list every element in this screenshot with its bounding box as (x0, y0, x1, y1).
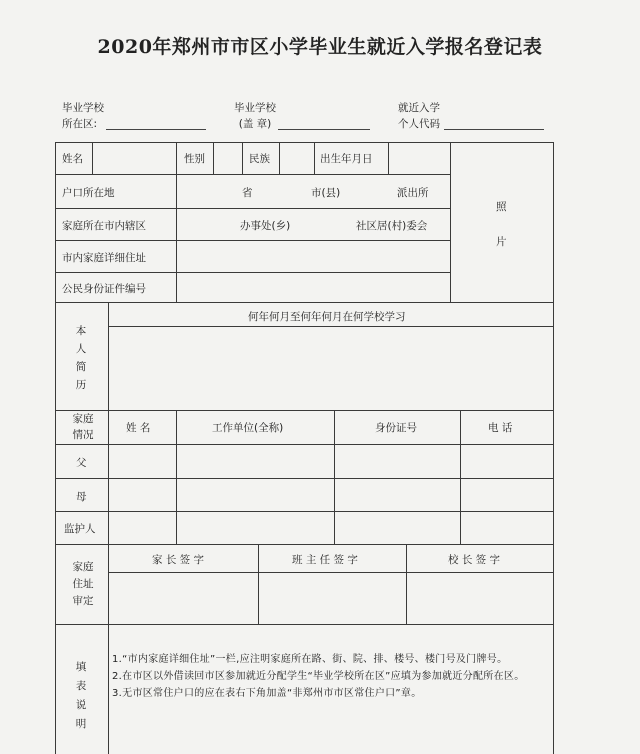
name-field[interactable] (93, 143, 175, 173)
notes-side-label (74, 658, 88, 734)
family-col-id: 身份证号 (375, 422, 417, 434)
family-col-name: 姓 名 (126, 422, 151, 434)
parent-signature-field[interactable] (109, 573, 257, 623)
name-label: 姓名 (62, 153, 83, 165)
family-row-mother: 母 (76, 491, 87, 503)
instruction-item: 2.在市区以外借读回市区参加就近分配学生“毕业学校所在区”应填为参加就近分配所在区。 (112, 671, 525, 682)
id-number-field[interactable] (177, 273, 449, 301)
address-check-side-line: 审定 (72, 595, 94, 607)
instruction-item: 3.无市区常住户口的应在表右下角加盖“非郑州市市区常住户口”章。 (112, 688, 422, 699)
district-label: 家庭所在市内辖区 (62, 220, 146, 232)
resume-side-char: 简 (75, 361, 87, 373)
principal-signature-label: 校 长 签 字 (448, 554, 501, 566)
school-district-label-line2: 所在区: (62, 118, 98, 130)
resume-side-label (74, 322, 88, 394)
resume-side-char: 本 (75, 325, 87, 337)
notes-side-char: 表 (75, 680, 87, 692)
address-label: 市内家庭详细住址 (62, 252, 146, 264)
birth-date-label: 出生年月日 (320, 153, 373, 165)
instructions (112, 651, 552, 702)
photo-label-bottom: 片 (496, 236, 507, 248)
principal-signature-field[interactable] (407, 573, 552, 623)
resume-header: 何年何月至何年何月在何学校学习 (248, 311, 406, 323)
parent-signature-label: 家 长 签 字 (152, 554, 205, 566)
gender-field[interactable] (214, 143, 241, 173)
school-seal-label-line2: (盖 章) (238, 118, 272, 130)
address-check-side-label (66, 559, 100, 610)
teacher-signature-label: 班 主 任 签 字 (292, 554, 358, 566)
family-side-label (66, 411, 100, 443)
id-number-label: 公民身份证件编号 (62, 283, 146, 295)
resume-side-char: 历 (75, 379, 87, 391)
province-label: 省 (242, 187, 253, 199)
family-col-phone: 电 话 (488, 422, 513, 434)
school-district-label-line1: 毕业学校 (62, 102, 104, 114)
address-check-side-line: 家庭 (72, 561, 94, 573)
notes-side-char: 明 (75, 718, 87, 730)
community-label: 社区居(村)委会 (356, 220, 428, 232)
school-seal-label-line1: 毕业学校 (234, 102, 276, 114)
family-side-line: 情况 (72, 429, 94, 441)
photo-label-top: 照 (496, 201, 507, 213)
family-side-line: 家庭 (72, 413, 94, 425)
police-station-label: 派出所 (397, 187, 429, 199)
teacher-signature-field[interactable] (259, 573, 405, 623)
personal-code-label-line2: 个人代码 (398, 118, 440, 130)
subdistrict-label: 办事处(乡) (240, 220, 291, 232)
instruction-item: 1.“市内家庭详细住址”一栏,应注明家庭所在路、街、院、排、楼号、楼门号及门牌号。 (112, 654, 508, 665)
ethnicity-field[interactable] (280, 143, 313, 173)
form-title: 2020年郑州市市区小学毕业生就近入学报名登记表 (97, 36, 543, 58)
address-check-side-line: 住址 (72, 578, 94, 590)
hukou-label: 户口所在地 (62, 187, 115, 199)
family-row-guardian: 监护人 (64, 523, 96, 535)
family-col-employer: 工作单位(全称) (212, 422, 284, 434)
photo-box (451, 143, 552, 301)
notes-side-char: 说 (75, 699, 87, 711)
birth-date-field[interactable] (389, 143, 449, 173)
gender-label: 性别 (184, 153, 205, 165)
ethnicity-label: 民族 (249, 153, 270, 165)
resume-side-char: 人 (75, 343, 87, 355)
family-row-father: 父 (76, 457, 87, 469)
personal-code-label-line1: 就近入学 (398, 102, 440, 114)
notes-side-char: 填 (75, 661, 87, 673)
address-field[interactable] (177, 241, 449, 271)
city-county-label: 市(县) (311, 187, 341, 199)
resume-field[interactable] (109, 327, 552, 409)
